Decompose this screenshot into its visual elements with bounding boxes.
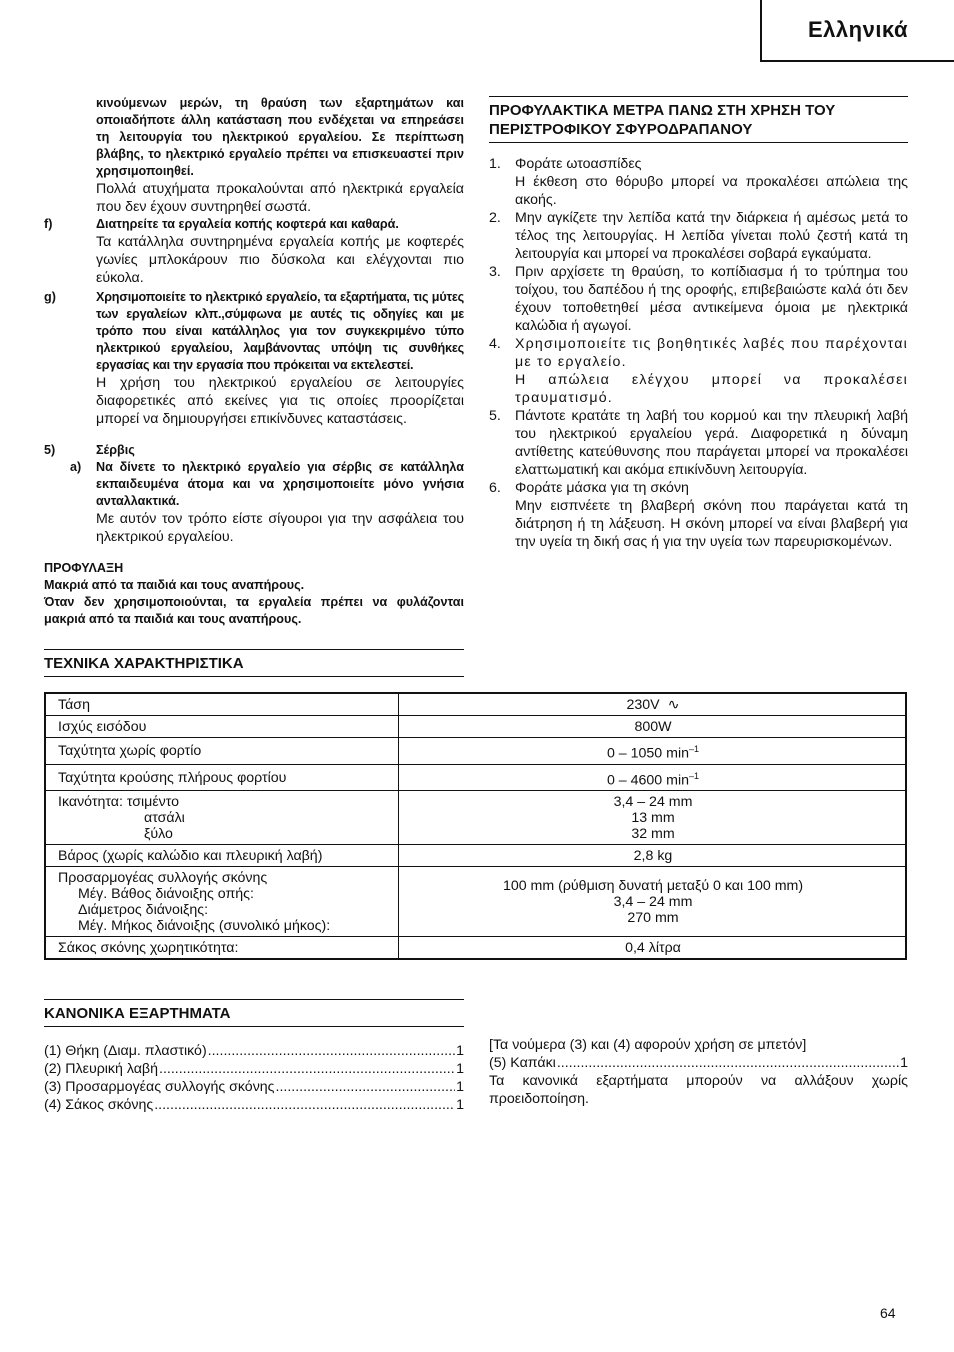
warning-line-2: Όταν δεν χρησιμοποιούνται, τα εργαλεία πρέπει να φυλάζονται μακριά από τα παιδιά και τους αναπήρους. xyxy=(44,595,464,626)
accessory-item-1-label: (1) Θήκη (Διαμ. πλαστικό) xyxy=(44,1043,207,1059)
accessory-item-1-leader xyxy=(208,1042,455,1060)
spec-dust-bag-value: 0,4 λίτρα xyxy=(399,937,907,960)
language-tab xyxy=(760,0,954,62)
accessory-item-1 xyxy=(44,1042,464,1060)
item-f-bold: Διατηρείτε τα εργαλεία κοπής κοφτερά και καθαρά. xyxy=(96,217,399,231)
safety-item-2 xyxy=(489,209,908,263)
spec-row-noload xyxy=(45,738,906,765)
spec-noload-cell xyxy=(399,738,907,765)
safety-item-1-text: Φοράτε ωτοασπίδες xyxy=(515,156,642,172)
spec-dust-depth-value: 100 mm (ρύθμιση δυνατή μεταξύ 0 και 100 mm) xyxy=(502,878,804,895)
accessories-note: [Τα νούμερα (3) και (4) αφορούν χρήση σε μπετόν] xyxy=(489,1037,807,1053)
accessories-footer: Τα κανονικά εξαρτήματα μπορούν να αλλάξουν χωρίς προειδοποίηση. xyxy=(489,1073,908,1107)
spec-row-capacity xyxy=(45,791,906,845)
item-g-label: g) xyxy=(44,290,56,304)
warning-block xyxy=(44,560,464,628)
spec-dust-length-value: 270 mm xyxy=(627,910,679,927)
left-column xyxy=(44,95,464,628)
accessory-item-5-leader xyxy=(557,1054,899,1072)
safety-item-5-text: Πάντοτε κρατάτε τη λαβή του κορμού και την πλευρική λαβή του ηλεκτρικού εργαλείου γερά. Διαφορετικά η δύναμη αντίθετης κατεύθυνσης που παράγεται μπορεί να προκαλέσει ελαττωματική και ακόμα επικίνδυνη λειτουργία. xyxy=(515,408,908,478)
section-service xyxy=(44,442,464,546)
safety-item-4-text: Χρησιμοποιείτε τις βοηθητικές λαβές που παρέχονται με το εργαλείο. xyxy=(515,336,908,370)
accessory-item-2-label: (2) Πλευρική λαβή xyxy=(44,1061,158,1077)
warning-title: ΠΡΟΦΥΛΑΞΗ xyxy=(44,561,124,575)
safety-item-6-detail: Μην εισπνέετε τη βλαβερή σκόνη που παράγεται κατά τη διάτρηση ή τη λάξευση. Η σκόνη μπορεί να είναι βλαβερή για την υγεία τη δική σας ή για την υγεία των παρευρισκομένων. xyxy=(515,498,908,550)
spec-dust-diameter-value: 3,4 – 24 mm xyxy=(613,894,693,911)
specs-heading: ΤΕΧΝΙΚΑ ΧΑΡΑΚΤΗΡΙΣΤΙΚΑ xyxy=(44,649,464,677)
page-number: 64 xyxy=(880,1305,896,1321)
specs-table xyxy=(44,692,907,960)
accessory-item-3-qty: 1 xyxy=(456,1079,464,1095)
spec-row-weight xyxy=(45,845,906,867)
accessory-item-4 xyxy=(44,1096,464,1114)
spec-voltage-label: Τάση xyxy=(45,693,399,716)
item-g-bold: Χρησιμοποιείτε το ηλεκτρικό εργαλείο, τα εξαρτήματα, τις μύτες των εργαλείων κλπ.,σύμφωνα με αυτές τις οδηγίες και με τρόπο που είναι κατάλληλος για τον συγκεκριμένο τύπο ηλεκτρικού εργαλείου, λαμβάνοντας υπόψη τις συνθήκες εργασίας και την εργασία που πρόκειται να εκτελεστεί. xyxy=(96,290,464,372)
spec-capacity-concrete: τσιμέντο xyxy=(126,794,180,811)
accessory-item-2-qty: 1 xyxy=(456,1061,464,1077)
safety-item-3 xyxy=(489,263,908,335)
accessories-left xyxy=(44,999,464,1114)
spec-row-voltage xyxy=(45,693,906,716)
accessory-item-1-qty: 1 xyxy=(456,1043,464,1059)
accessory-item-5 xyxy=(489,1054,908,1072)
spec-dust-adapter-values xyxy=(399,867,907,937)
accessory-item-4-leader xyxy=(154,1096,455,1114)
spec-dust-adapter-labels xyxy=(45,867,399,937)
item-f-label: f) xyxy=(44,217,53,231)
spec-capacity-values xyxy=(399,791,907,845)
spec-power-value: 800W xyxy=(399,716,907,738)
safety-item-1-detail: Η έκθεση στο θόρυβο μπορεί να προκαλέσει απώλεια της ακοής. xyxy=(515,174,908,208)
spec-dust-depth-label: Μέγ. Βάθος διάνοιξης οπής: xyxy=(78,886,254,903)
spec-capacity-concrete-value: 3,4 – 24 mm xyxy=(613,794,693,811)
accessory-item-2-leader xyxy=(159,1060,455,1078)
safety-item-4-num: 4. xyxy=(489,336,501,352)
accessory-item-2 xyxy=(44,1060,464,1078)
spec-noload-value: 0 – 1050 min xyxy=(606,745,689,762)
spec-voltage-cell xyxy=(399,693,907,716)
item-f xyxy=(44,216,464,287)
intro-bold-text: κινούμενων μερών, τη θραύση των εξαρτημάτων και οποιαδήποτε άλλη κατάσταση που ενδέχεται να επηρεάσει τη λειτουργία του ηλεκτρικού εργαλείου. Σε περίπτωση βλάβης, το ηλεκτρικό εργαλείο πρέπει να επισκευαστεί πριν χρησιμοποιηθεί. xyxy=(96,96,464,178)
section-service-title-text: Σέρβις xyxy=(96,443,135,457)
intro-text: Πολλά ατυχήματα προκαλούνται από ηλεκτρικά εργαλεία που δεν έχουν συντηρηθεί σωστά. xyxy=(96,181,464,215)
spec-capacity-wood: ξύλο xyxy=(144,826,173,843)
spec-weight-label: Βάρος (χωρίς καλώδιο και πλευρική λαβή) xyxy=(45,845,399,867)
item-a-bold: Να δίνετε το ηλεκτρικό εργαλείο για σέρβις σε κατάλληλα εκπαιδευμένα άτομα και να χρησιμοποιείτε μόνο γνήσια ανταλλακτικά. xyxy=(96,460,464,508)
spec-power-label: Ισχύς εισόδου xyxy=(45,716,399,738)
spec-capacity-wood-value: 32 mm xyxy=(631,826,675,843)
spec-row-power xyxy=(45,716,906,738)
item-g xyxy=(44,289,464,428)
spec-weight-value: 2,8 kg xyxy=(399,845,907,867)
safety-item-3-num: 3. xyxy=(489,264,501,280)
accessories-right xyxy=(489,1036,908,1108)
spec-voltage-value: 230V xyxy=(626,697,660,713)
spec-impact-unit-exp: –1 xyxy=(689,770,700,781)
safety-item-5-num: 5. xyxy=(489,408,501,424)
safety-item-1-num: 1. xyxy=(489,156,501,172)
specs-heading-block xyxy=(44,649,464,677)
safety-item-2-text: Μην αγκίζετε την λεπίδα κατά την διάρκεια ή αμέσως μετά το τέλος της λειτουργίας. Η λεπίδα γίνεται πολύ ζεστή κατά τη λειτουργία και μπορεί να προκαλέσει σοβαρά εγκαύματα. xyxy=(515,210,908,262)
safety-item-4 xyxy=(489,335,908,407)
spec-row-dust-bag xyxy=(45,937,906,960)
accessory-item-4-qty: 1 xyxy=(456,1097,464,1113)
section-service-title xyxy=(44,442,464,459)
right-column xyxy=(489,96,908,551)
spec-impact-cell xyxy=(399,764,907,791)
item-a-label: a) xyxy=(70,460,82,474)
accessory-item-3 xyxy=(44,1078,464,1096)
ac-symbol-icon: ∿ xyxy=(667,697,680,713)
accessory-item-5-qty: 1 xyxy=(900,1055,908,1071)
spec-dust-bag-label: Σάκος σκόνης χωρητικότητα: xyxy=(45,937,399,960)
safety-heading: ΠΡΟΦΥΛΑΚΤΙΚΑ ΜΕΤΡΑ ΠΑΝΩ ΣΤΗ ΧΡΗΣΗ ΤΟΥ ΠΕΡΙΣΤΡΟΦΙΚΟΥ ΣΦΥΡΟΔΡΑΠΑΝΟΥ xyxy=(489,96,908,143)
safety-item-4-detail: Η απώλεια ελέγχου μπορεί να προκαλέσει τραυματισμό. xyxy=(515,372,908,406)
accessories-heading: ΚΑΝΟΝΙΚΑ ΕΞΑΡΤΗΜΑΤΑ xyxy=(44,999,464,1027)
section-service-label: 5) xyxy=(44,443,56,457)
item-f-text: Τα κατάλληλα συντηρημένα εργαλεία κοπής με κοφτερές γωνίες μπλοκάρουν πιο δύσκολα και ελέγχονται πιο εύκολα. xyxy=(96,234,464,286)
spec-capacity-steel-value: 13 mm xyxy=(631,810,675,827)
safety-item-1 xyxy=(489,155,908,209)
accessory-item-5-label: (5) Καπάκι xyxy=(489,1055,556,1071)
safety-item-6 xyxy=(489,479,908,551)
item-a xyxy=(44,459,464,546)
safety-item-6-num: 6. xyxy=(489,480,501,496)
spec-row-dust-adapter xyxy=(45,867,906,937)
language-label: Ελληνικά xyxy=(808,17,908,42)
spec-noload-unit-exp: –1 xyxy=(689,744,700,754)
accessory-item-3-leader xyxy=(276,1078,456,1096)
spec-impact-label: Ταχύτητα κρούσης πλήρους φορτίου xyxy=(45,764,399,791)
spec-dust-diameter-label: Διάμετρος διάνοιξης: xyxy=(78,902,209,919)
spec-row-impact xyxy=(45,764,906,791)
warning-line-1: Μακριά από τα παιδιά και τους αναπήρους. xyxy=(44,578,305,592)
safety-item-5 xyxy=(489,407,908,479)
accessory-item-3-label: (3) Προσαρμογέας συλλογής σκόνης xyxy=(44,1079,275,1095)
spec-capacity-steel: ατσάλι xyxy=(144,810,185,827)
spec-dust-adapter-label: Προσαρμογέας συλλογής σκόνης xyxy=(58,870,268,887)
safety-item-6-text: Φοράτε μάσκα για τη σκόνη xyxy=(515,480,689,496)
spec-noload-label: Ταχύτητα χωρίς φορτίο xyxy=(45,738,399,765)
safety-item-2-num: 2. xyxy=(489,210,501,226)
spec-impact-value: 0 – 4600 min xyxy=(606,772,689,789)
spec-capacity-label: Ικανότητα: xyxy=(58,794,123,811)
safety-list xyxy=(489,155,908,551)
spec-dust-length-label: Μέγ. Μήκος διάνοιξης (συνολικό μήκος): xyxy=(78,918,331,935)
spec-capacity-labels xyxy=(45,791,399,845)
accessory-item-4-label: (4) Σάκος σκόνης xyxy=(44,1097,154,1113)
accessories-list xyxy=(44,1042,464,1114)
item-g-text: Η χρήση του ηλεκτρικού εργαλείου σε λειτουργίες διαφορετικές από εκείνες για τις οποίες προορίζεται μπορεί να δημιουργήσει επικίνδυνες καταστάσεις. xyxy=(96,375,464,427)
item-a-text: Με αυτόν τον τρόπο είστε σίγουροι για την ασφάλεια του ηλεκτρικού εργαλείου. xyxy=(96,511,464,545)
safety-item-3-text: Πριν αρχίσετε τη θραύση, το κοπίδιασμα ή το τρύπημα του τοίχου, του δαπέδου ή της οροφής, επιβεβαιώστε καλά ότι δεν έχουν τοποθετηθεί μέσα αντικείμενα όμοια με ηλεκτρικά καλώδια ή αγωγοί. xyxy=(515,264,908,334)
